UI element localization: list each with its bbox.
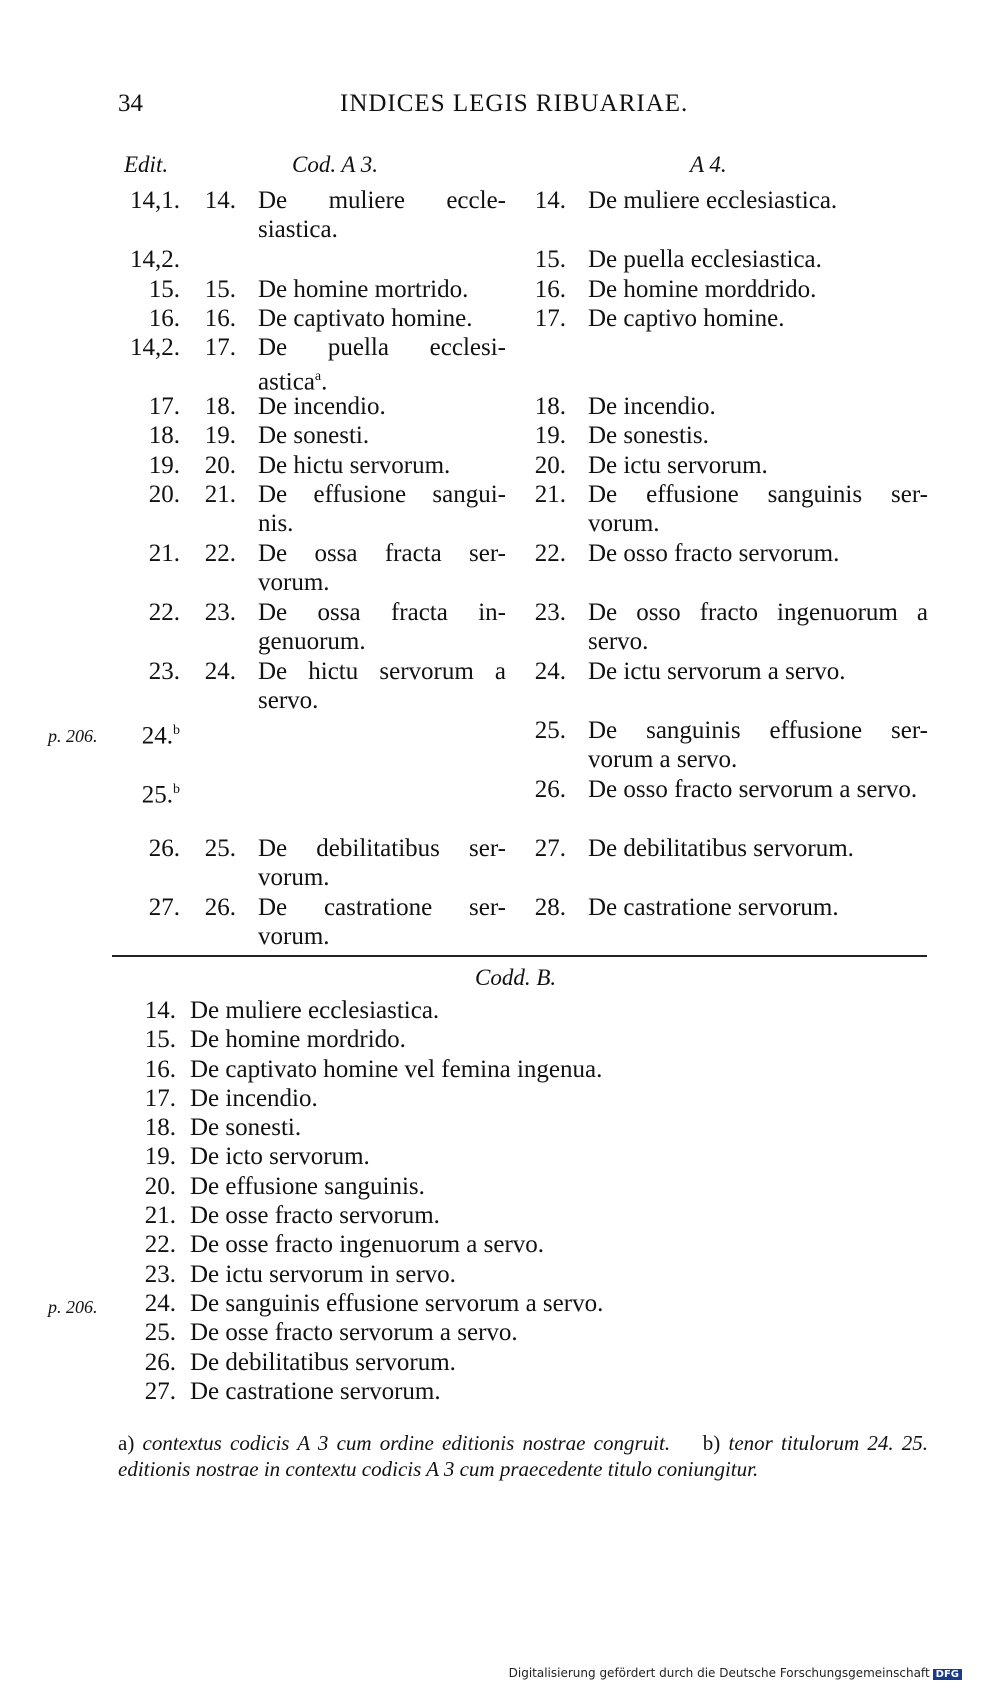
list-item [0,1025,1000,1054]
cod-a3-number: 22. [204,540,236,567]
list-item [0,1172,1000,1201]
cod-a3-title: De effusione sangui- nis. [258,481,506,537]
a4-title: De muliere ecclesiastica. [588,187,838,214]
edit-number: 24.$^b$ [141,722,180,750]
item-title: De osse fracto ingenuorum a servo. [190,1231,545,1259]
footnote-marker: b [173,723,180,738]
list-item [0,1348,1000,1377]
a4-number: 20. [534,452,566,479]
item-title: De ictu servorum in servo. [190,1260,456,1288]
footnote-b-text: tenor titulorum 24. 25. editionis nostrae in contextu codicis A 3 cum praecedente titulo coniungitur. [118,1431,929,1481]
footnotes [118,1430,928,1482]
edit-number: 17. [148,393,180,420]
item-number: 22. [144,1231,176,1259]
cod-a3-number: 14. [204,187,236,214]
page-reference: p. 206. [48,726,98,746]
list-item [0,1318,1000,1347]
item-title: De incendio. [190,1084,318,1112]
item-number: 24. [144,1289,176,1317]
cod-a3-number: 15. [204,276,236,303]
a4-title: De sanguinis effusione ser- vorum a servo. [588,717,928,773]
a4-title: De osso fracto ingenuorum a servo. [588,599,928,655]
a4-number: 22. [534,540,566,567]
item-number: 23. [144,1260,176,1288]
edit-number: 14,1. [130,187,180,214]
cod-a3-title: De homine mortrido. [258,276,469,303]
list-item [0,1260,1000,1289]
a4-title: De homine morddrido. [588,276,817,303]
footnote-a-text: contextus codicis A 3 cum ordine editionis nostrae congruit. [142,1431,671,1455]
item-title: De icto servorum. [190,1143,370,1171]
edit-number: 14,2. [130,246,180,273]
cod-a3-title: De castratione ser- vorum. [258,894,506,950]
a4-number: 25. [534,717,566,744]
a4-number: 18. [534,393,566,420]
list-item [0,1377,1000,1406]
a4-title: De osso fracto servorum a servo. [588,776,918,803]
cod-a3-number: 20. [204,452,236,479]
cod-a3-title: De ossa fracta in- genuorum. [258,599,506,655]
a4-title: De castratione servorum. [588,894,839,921]
a4-title: De osso fracto servorum. [588,540,840,567]
footnote-marker: a [314,369,322,384]
cod-a3-number: 25. [204,835,236,862]
cod-a3-number: 26. [204,894,236,921]
running-title: INDICES LEGIS RIBUARIAE. [340,90,689,117]
item-title: De osse fracto servorum. [190,1202,440,1230]
a4-title: De sonestis. [588,422,709,449]
a4-title: De captivo homine. [588,305,785,332]
cod-a3-number: 24. [204,658,236,685]
cod-a3-title: De incendio. [258,393,386,420]
footnote-b-label: b) [702,1431,721,1455]
edit-number: 26. [148,835,180,862]
cod-a3-title: De muliere eccle- siastica. [258,187,506,243]
edit-number: 21. [148,540,180,567]
item-number: 25. [144,1319,176,1347]
item-title: De debilitatibus servorum. [190,1348,456,1376]
a4-title: De ictu servorum. [588,452,768,479]
a4-number: 14. [534,187,566,214]
cod-a3-title: De sonesti. [258,422,370,449]
digitization-note [509,1666,962,1680]
a4-title: De puella ecclesiastica. [588,246,822,273]
a4-title: De debilitatibus servorum. [588,835,854,862]
page-number: 34 [118,90,143,117]
codd-b-list [0,996,1000,1406]
item-number: 21. [144,1202,176,1230]
list-item [0,1113,1000,1142]
list-item [0,996,1000,1025]
item-title: De muliere ecclesiastica. [190,997,440,1024]
list-item [0,1230,1000,1259]
a4-number: 16. [534,276,566,303]
a4-number: 19. [534,422,566,449]
a4-number: 24. [534,658,566,685]
item-number: 19. [144,1143,176,1171]
a4-title: De effusione sanguinis ser- vorum. [588,481,928,537]
cod-a3-title: De puella ecclesi- astica$^a$. [258,334,506,396]
list-item [0,1084,1000,1113]
edit-number: 18. [148,422,180,449]
cod-a3-number: 19. [204,422,236,449]
list-item [0,1142,1000,1171]
page-reference: p. 206. [48,1296,98,1317]
edit-number: 15. [148,276,180,303]
dfg-logo: DFG [933,1669,962,1680]
item-title: De sanguinis effusione servorum a servo. [190,1289,604,1317]
item-title: De effusione sanguinis. [190,1172,425,1200]
a4-title: De ictu servorum a servo. [588,658,846,685]
item-number: 27. [144,1377,176,1405]
column-header-edit: Edit. [124,152,169,177]
item-number: 14. [144,997,176,1024]
footnote-a-label: a) [118,1431,135,1455]
a4-number: 21. [534,481,566,508]
edit-number: 14,2. [130,334,180,361]
column-header-cod-a3: Cod. A 3. [292,152,379,177]
cod-a3-title: De hictu servorum a servo. [258,658,506,714]
item-title: De captivato homine vel femina ingenua. [190,1055,603,1083]
cod-a3-number: 17. [204,334,236,361]
item-number: 15. [144,1026,176,1054]
a4-number: 26. [534,776,566,803]
cod-a3-title: De debilitatibus ser- vorum. [258,835,506,891]
section-divider [112,955,927,957]
cod-a3-number: 23. [204,599,236,626]
cod-a3-title: De captivato homine. [258,305,473,332]
item-number: 18. [144,1114,176,1142]
edit-number: 22. [148,599,180,626]
cod-a3-number: 21. [204,481,236,508]
column-header-a4: A 4. [690,152,727,177]
item-number: 20. [144,1172,176,1200]
a4-number: 27. [534,835,566,862]
item-title: De osse fracto servorum a servo. [190,1319,518,1347]
item-title: De sonesti. [190,1114,302,1142]
a4-number: 23. [534,599,566,626]
item-number: 17. [144,1084,176,1112]
cod-a3-number: 18. [204,393,236,420]
edit-number: 23. [148,658,180,685]
a4-number: 15. [534,246,566,273]
a4-title: De incendio. [588,393,716,420]
a4-number: 17. [534,305,566,332]
item-title: De homine mordrido. [190,1026,406,1054]
list-item [0,1055,1000,1084]
cod-a3-title: De hictu servorum. [258,452,451,479]
list-item [0,1201,1000,1230]
edit-number: 19. [148,452,180,479]
digitization-text: Digitalisierung gefördert durch die Deutsche Forschungsgemeinschaft [508,1666,930,1680]
codd-b-heading: Codd. B. [475,965,557,990]
cod-a3-title: De ossa fracta ser- vorum. [258,540,506,596]
item-title: De castratione servorum. [190,1377,441,1405]
list-item [0,1289,1000,1318]
item-number: 16. [144,1055,176,1083]
footnote-marker: b [173,782,180,797]
a4-number: 28. [534,894,566,921]
edit-number: 20. [148,481,180,508]
cod-a3-number: 16. [204,305,236,332]
edit-number: 16. [148,305,180,332]
item-number: 26. [144,1348,176,1376]
edit-number: 27. [148,894,180,921]
edit-number: 25.$^b$ [141,781,180,809]
